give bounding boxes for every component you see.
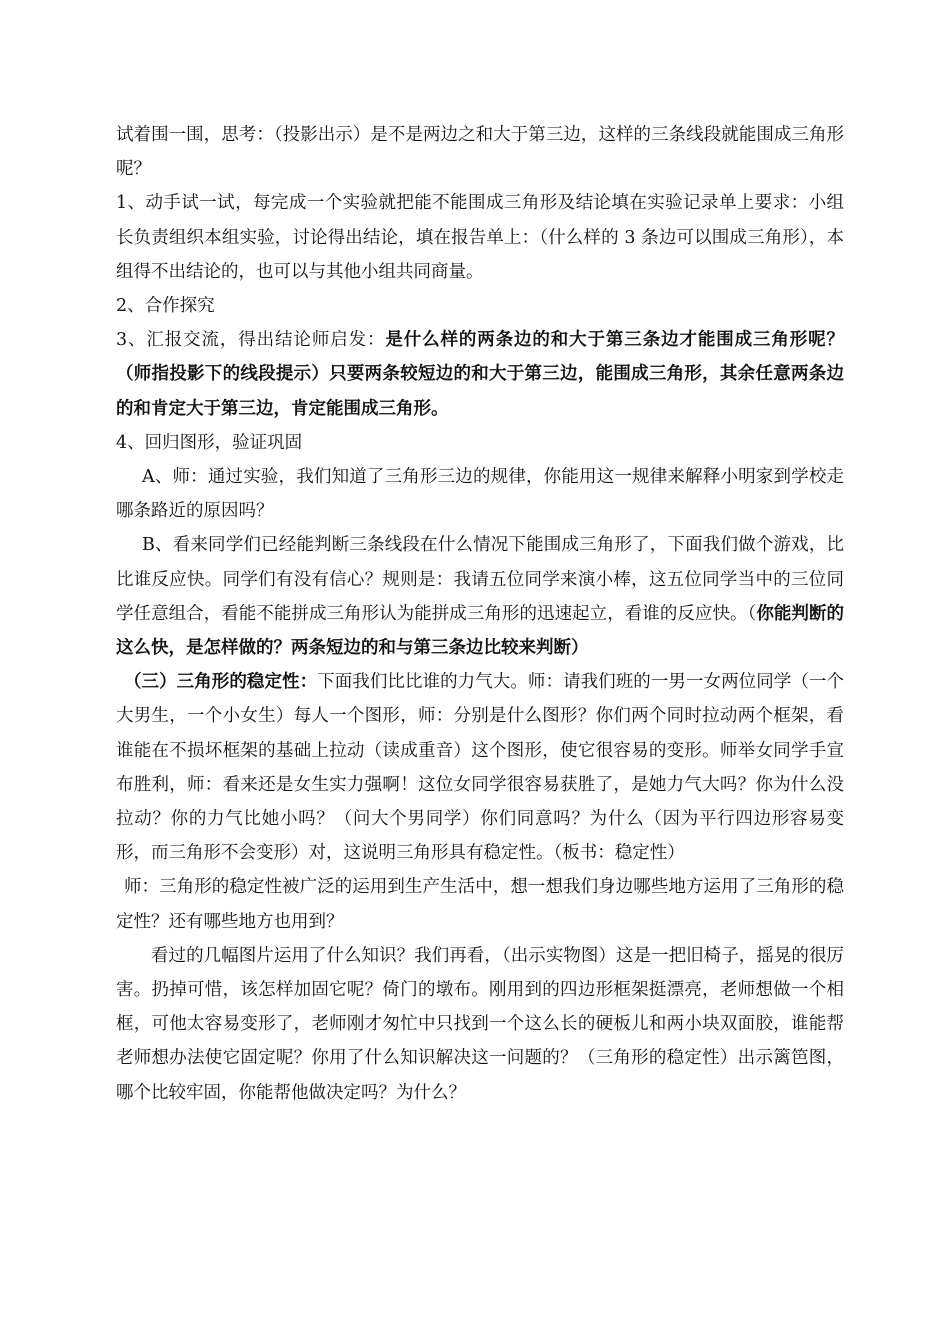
text-run: A、师：通过实验，我们知道了三角形三边的规律，你能用这一规律来解释小明家到学校走哪条路近的原因吗？ bbox=[116, 467, 844, 522]
text-run: 师：三角形的稳定性被广泛的运用到生产生活中，想一想我们身边哪些地方运用了三角形的稳定性？还有哪些地方也用到？ bbox=[116, 877, 844, 932]
bold-text-run: 是什么样的两条边的和大于第三条边才能围成三角形呢？（师指投影下的线段提示）只要两条较短边的和大于第三边，能围成三角形，其余任意两条边的和肯定大于第三边，肯定能围成三角形。 bbox=[116, 330, 845, 419]
text-run: 2、合作探究 bbox=[116, 296, 215, 317]
text-run: 下面我们比比谁的力气大。师：请我们班的一男一女两位同学（一个大男生，一个小女生）每人一个图形，师：分别是什么图形？你们两个同时拉动两个框架，看谁能在不损坏框架的基础上拉动（读成重音）这个图形，使它很容易的变形。师举女同学手宣布胜利，师：看来还是女生实力强啊！这位女同学很容易获胜了，是她力气大吗？你为什么没拉动？你的力气比她小吗？（问大个男同学）你们同意吗？为什么（因为平行四边形容易变形，而三角形不会变形）对，这说明三角形具有稳定性。（板书：稳定性） bbox=[116, 672, 844, 864]
paragraph bbox=[116, 118, 844, 186]
paragraph bbox=[116, 665, 844, 870]
text-run: 4、回归图形，验证巩固 bbox=[116, 432, 303, 453]
text-run: 1、动手试一试，每完成一个实验就把能不能围成三角形及结论填在实验记录单上要求：小组长负责组织本组实验，讨论得出结论，填在报告单上：（什么样的 3 条边可以围成三角形），本组得不出结论的，也可以与其他小组共同商量。 bbox=[116, 193, 844, 282]
paragraph bbox=[116, 870, 844, 938]
paragraph bbox=[116, 186, 844, 289]
paragraph bbox=[116, 323, 844, 426]
bold-text-run: 你能判断的这么快，是怎样做的？两条短边的和与第三条边比较来判断） bbox=[116, 603, 844, 659]
paragraph bbox=[116, 939, 844, 1110]
section-heading: （三）三角形的稳定性： bbox=[124, 672, 318, 693]
paragraph bbox=[116, 460, 844, 528]
document-body bbox=[116, 118, 844, 1110]
paragraph bbox=[116, 426, 844, 460]
paragraph bbox=[116, 528, 844, 665]
paragraph bbox=[116, 289, 844, 323]
text-run: 试着围一围，思考：（投影出示）是不是两边之和大于第三边，这样的三条线段就能围成三角形呢？ bbox=[116, 125, 844, 180]
text-run: B、看来同学们已经能判断三条线段在什么情况下能围成三角形了，下面我们做个游戏，比比谁反应快。同学们有没有信心？规则是：我请五位同学来演小棒，这五位同学当中的三位同学任意组合，看能不能拼成三角形认为能拼成三角形的迅速起立，看谁的反应快。（ bbox=[116, 535, 844, 624]
text-run: 看过的几幅图片运用了什么知识？我们再看，（出示实物图）这是一把旧椅子，摇晃的很厉害。扔掉可惜，该怎样加固它呢？倚门的墩布。刚用到的四边形框架挺漂亮，老师想做一个相框，可他太容易变形了，老师刚才匆忙中只找到一个这么长的硬板儿和两小块双面胶，谁能帮老师想办法使它固定呢？你用了什么知识解决这一问题的？（三角形的稳定性）出示篱笆图，哪个比较牢固，你能帮他做决定吗？为什么？ bbox=[116, 945, 844, 1103]
text-run: 3、汇报交流，得出结论师启发： bbox=[116, 330, 386, 351]
